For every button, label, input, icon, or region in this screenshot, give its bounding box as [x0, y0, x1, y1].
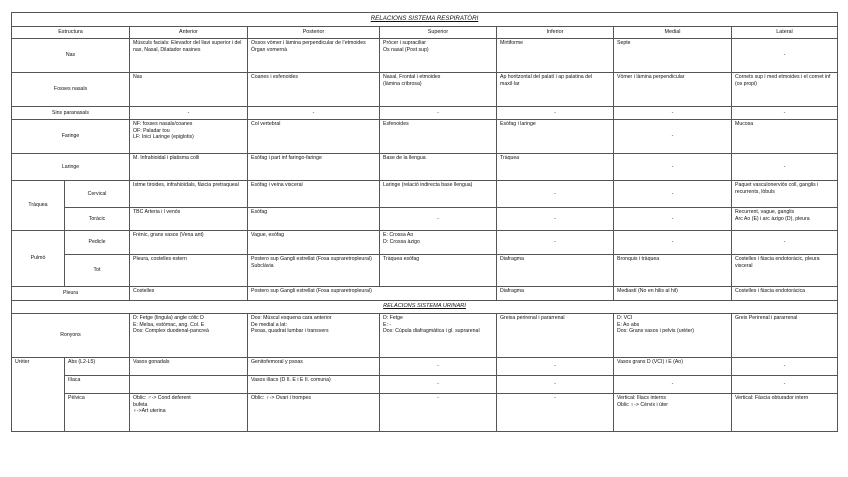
cell-inferior: Esòfag i laringe — [497, 120, 614, 154]
cell-anterior: Istme tiroides, infrahioïdals, fàscia pretraqueal — [130, 181, 248, 208]
row-ronyons — [12, 314, 838, 358]
cell-lateral: - — [732, 39, 838, 73]
cell-inferior: Ap horitzontal del palatí i ap palatina del maxil·lar — [497, 73, 614, 107]
sub-label: Pèlvica — [65, 394, 130, 432]
cell-lateral: Vertical: Fàscia obturador intern — [732, 394, 838, 432]
header-posterior: Posterior — [248, 27, 380, 39]
row-pleura — [12, 287, 838, 301]
row-label: Nas — [12, 39, 130, 73]
cell-lateral: Recurrent, vague, ganglis Arc Ao (E) i arc àzigo (D), pleura — [732, 208, 838, 231]
cell-medial: Mediastí (No en hilis al hil) — [614, 287, 732, 301]
row-label: Ronyons — [12, 314, 130, 358]
header-row — [12, 27, 838, 39]
group-label-ureter: Urèter — [12, 358, 65, 432]
cell-lateral: - — [732, 376, 838, 394]
cell-medial: - — [614, 376, 732, 394]
cell-lateral: Costelles i fàscia endotoràcica — [732, 287, 838, 301]
cell-posterior: Oblic: ♀-> Ovari i trompes — [248, 394, 380, 432]
cell-superior: - — [380, 394, 497, 432]
cell-inferior: Tràquea — [497, 154, 614, 181]
cell-medial: Vòmer i làmina perpendicular — [614, 73, 732, 107]
cell-posterior: Postero sup Gangli estrellat (Fosa supraretropleural) Subclàvia — [248, 255, 380, 287]
sub-label: Cervical — [65, 181, 130, 208]
cell-lateral: Paquet vasculonerviós coll, ganglis i recurrents, lòbuls — [732, 181, 838, 208]
cell-inferior: - — [497, 394, 614, 432]
sub-label: Pedicle — [65, 231, 130, 255]
cell-inferior: - — [497, 208, 614, 231]
cell-inferior: Diafragma — [497, 255, 614, 287]
cell-anterior: TBC Arteria i l venós — [130, 208, 248, 231]
cell-lateral: - — [732, 231, 838, 255]
cell-inferior: - — [497, 376, 614, 394]
header-inferior: Inferior — [497, 27, 614, 39]
cell-superior: E: Crossa Ao D: Crossa àzigo — [380, 231, 497, 255]
header-medial: Medial — [614, 27, 732, 39]
cell-superior: - — [380, 208, 497, 231]
relations-table — [11, 12, 838, 432]
cell-inferior: Diafragma — [497, 287, 614, 301]
title-row-respiratori — [12, 13, 838, 27]
cell-anterior: - — [130, 107, 248, 120]
cell-lateral: - — [732, 358, 838, 376]
cell-inferior: Mirtiforme — [497, 39, 614, 73]
cell-lateral: - — [732, 107, 838, 120]
cell-superior: Nasal, Frontal i etmoides (làmina cribrosa) — [380, 73, 497, 107]
cell-inferior: - — [497, 181, 614, 208]
cell-lateral: Costelles i fàscia endotoràcic, pleura visceral — [732, 255, 838, 287]
cell-superior: - — [380, 107, 497, 120]
row-traquea-toracic — [12, 208, 838, 231]
cell-medial: Septe — [614, 39, 732, 73]
title-respiratori: RELACIONS SISTEMA RESPIRATÒRI — [12, 13, 838, 27]
cell-posterior: Esòfag i part inf faringo-faringe — [248, 154, 380, 181]
cell-medial: - — [614, 154, 732, 181]
cell-anterior — [130, 376, 248, 394]
cell-anterior: Músculs facials: Elevador del llavi superior i del nas, Nasal, Dilatador nasines — [130, 39, 248, 73]
relations-table-container — [11, 12, 837, 432]
row-nas — [12, 39, 838, 73]
cell-anterior: D: Fetge (lingula) angle còlic D E: Melsa, estòmac, ang. Col. E Dos: Complex duodenal-pancreà — [130, 314, 248, 358]
row-ureter-abs — [12, 358, 838, 376]
row-ureter-iliaca — [12, 376, 838, 394]
cell-posterior: Genitofemoral y psoas — [248, 358, 380, 376]
row-pulmo-tot — [12, 255, 838, 287]
cell-anterior: Pleura, costelles estern — [130, 255, 248, 287]
cell-medial: D: VCI E: Ao abs Dos: Grans vasos i pelvis (urèter) — [614, 314, 732, 358]
cell-inferior: Greixa perirenal i pararrenal — [497, 314, 614, 358]
row-label: Pleura — [12, 287, 130, 301]
cell-superior: Esfenoides — [380, 120, 497, 154]
row-label: Faringe — [12, 120, 130, 154]
cell-anterior: Costelles — [130, 287, 248, 301]
row-traquea-cervical — [12, 181, 838, 208]
cell-medial: Vertical: Ilíacs interns Oblic ♀-> Cèrvix i úter — [614, 394, 732, 432]
cell-inferior: - — [497, 231, 614, 255]
sub-label: Ilíaca — [65, 376, 130, 394]
header-lateral: Lateral — [732, 27, 838, 39]
cell-lateral: Cornets sup i med etmoides i el cornet inf (os propi) — [732, 73, 838, 107]
cell-superior: Tràquea esòfag — [380, 255, 497, 287]
sub-label: Abs (L2-L5) — [65, 358, 130, 376]
cell-medial: Bronquis i tràquea — [614, 255, 732, 287]
cell-superior: Laringe (relació indirecta base llengua) — [380, 181, 497, 208]
row-label: Fosses nasals — [12, 73, 130, 107]
cell-superior: - — [380, 376, 497, 394]
row-fosses-nasals — [12, 73, 838, 107]
row-sins-paranasals — [12, 107, 838, 120]
cell-medial: - — [614, 231, 732, 255]
cell-medial: - — [614, 120, 732, 154]
cell-anterior: NF: fosses nasals/coanes OF: Paladar tou LF: Inici Laringe (epiglotis) — [130, 120, 248, 154]
cell-lateral: Greix Perirenal i pararrenal — [732, 314, 838, 358]
cell-anterior: M. Infrahioidal i platisma colli — [130, 154, 248, 181]
cell-lateral: - — [732, 154, 838, 181]
row-pulmo-pedicle — [12, 231, 838, 255]
cell-anterior: Oblic: ♂-> Cond deferent bufeta ♀->Art uterina — [130, 394, 248, 432]
cell-lateral: Mucosa — [732, 120, 838, 154]
cell-posterior: Col vertebral — [248, 120, 380, 154]
cell-anterior: Vasos gonadals — [130, 358, 248, 376]
cell-posterior: Vasos ilíacs (D II. E i E II. comuna) — [248, 376, 380, 394]
cell-medial: Vasos grans D (VCI) i E (Ao) — [614, 358, 732, 376]
cell-superior: D: Fetge E: - Dos: Cúpula diafragmàtica i gl. suprarenal — [380, 314, 497, 358]
group-label-traquea: Tràquea — [12, 181, 65, 231]
cell-medial: - — [614, 208, 732, 231]
cell-posterior: - — [248, 107, 380, 120]
cell-anterior: Frènic, grans vasos (Vena ant) — [130, 231, 248, 255]
cell-superior: Pròcer i supraciliar Os nasal (Post sup) — [380, 39, 497, 73]
title-urinari: RELACIONS SISTEMA URINARI — [12, 301, 838, 314]
cell-posterior: Vague, esòfag — [248, 231, 380, 255]
row-label: Laringe — [12, 154, 130, 181]
cell-medial: - — [614, 181, 732, 208]
header-superior: Superior — [380, 27, 497, 39]
row-label: Sins paranasals — [12, 107, 130, 120]
group-label-pulmo: Pulmó — [12, 231, 65, 287]
cell-posterior: Ossos vòmer i làmina perpendicular de l’etmoides Òrgan vomernà — [248, 39, 380, 73]
cell-posterior-superior: Postero sup Gangli estrellat (Fosa supraretropleural) — [248, 287, 497, 301]
header-anterior: Anterior — [130, 27, 248, 39]
cell-posterior: Coanes i esfenoides — [248, 73, 380, 107]
cell-inferior: - — [497, 107, 614, 120]
row-laringe — [12, 154, 838, 181]
row-faringe — [12, 120, 838, 154]
cell-inferior: - — [497, 358, 614, 376]
cell-posterior: Esòfag — [248, 208, 380, 231]
cell-superior: - — [380, 358, 497, 376]
title-row-urinari — [12, 301, 838, 314]
cell-posterior: Dos: Múscul esquena cara anterior De medial a lat: Psoas, quadrat lumbar i transvers — [248, 314, 380, 358]
cell-anterior: Nas — [130, 73, 248, 107]
sub-label: Toràcic — [65, 208, 130, 231]
cell-posterior: Esòfag i veina visceral — [248, 181, 380, 208]
row-ureter-pelvica — [12, 394, 838, 432]
cell-medial: - — [614, 107, 732, 120]
header-estructura: Estructura — [12, 27, 130, 39]
cell-superior: Base de la llengua — [380, 154, 497, 181]
sub-label: Tot — [65, 255, 130, 287]
